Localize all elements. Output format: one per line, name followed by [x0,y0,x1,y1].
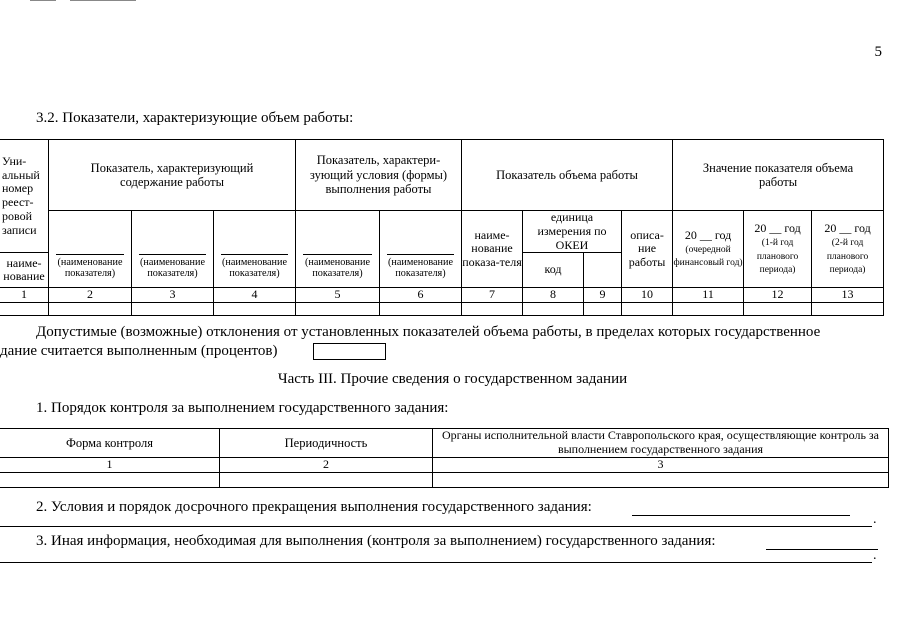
table-row [0,472,889,487]
indicator-name-cell: (наименование показателя) [132,211,214,288]
indicator-name-cell: (наименование показателя) [214,211,296,288]
column-number: 13 [812,288,884,303]
part3-title: Часть III. Прочие сведения о государственном задании [277,371,628,387]
column-number: 4 [214,288,296,303]
column-number: 9 [584,288,622,303]
empty-cell[interactable] [462,303,523,316]
year1-header: 20 __ год (очередной финансовый год) [673,211,744,288]
deviation-text: Допустимые (возможные) отклонения от установленных показателей объема работы, в пределах которых государственное [36,324,821,340]
column-number: 12 [744,288,812,303]
indicator-name-cell: (наименование показателя) [296,211,380,288]
table-row [0,303,884,316]
control-table [0,428,889,488]
section-title: 3.2. Показатели, характеризующие объем работы: [36,110,354,126]
empty-cell[interactable] [132,303,214,316]
page-number: 5 [874,44,882,60]
control-organs-header: Органы исполнительной власти Ставропольского края, осуществляющие контроль за выполнением государственного задания [433,429,889,458]
empty-cell[interactable] [380,303,462,316]
empty-cell[interactable] [673,303,744,316]
fill-line[interactable] [766,549,878,550]
column-number: 2 [49,288,132,303]
fill-line[interactable] [0,526,872,527]
unique-number-header: Уни- альный номер реест- ровой записи [0,140,49,253]
year3-header: 20 __ год (2-й год планового периода) [812,211,884,288]
empty-cell[interactable] [296,303,380,316]
unit-name-header: наиме-нование [0,253,49,288]
empty-cell[interactable] [622,303,673,316]
empty-cell[interactable] [214,303,296,316]
column-number: 11 [673,288,744,303]
empty-cell[interactable] [220,472,433,487]
scan-mark [30,0,56,1]
volume-indicator-header: Показатель объема работы [462,140,673,211]
percent-input-box[interactable] [313,343,386,360]
column-number: 1 [0,288,49,303]
volume-name-header: наиме-нование показа-теля [462,211,523,288]
column-number: 5 [296,288,380,303]
empty-cell[interactable] [0,472,220,487]
scan-mark [70,0,136,1]
empty-cell[interactable] [584,303,622,316]
empty-cell[interactable] [49,303,132,316]
column-number: 6 [380,288,462,303]
control-form-header: Форма контроля [0,429,220,458]
empty-cell[interactable] [0,303,49,316]
empty-cell[interactable] [523,303,584,316]
unit-header: единица измерения по ОКЕИ [523,211,622,253]
empty-cell[interactable] [744,303,812,316]
periodicity-header: Периодичность [220,429,433,458]
column-number: 3 [433,458,889,473]
indicator-name-cell: (наименование показателя) [49,211,132,288]
deviation-text-continued: дание считается выполненным (процентов) [0,343,278,359]
unit-code-header: код [523,253,584,288]
value-indicator-header: Значение показателя объема работы [673,140,884,211]
conditions-indicator-header: Показатель, характери-зующий условия (формы) выполнения работы [296,140,462,211]
empty-cell[interactable] [812,303,884,316]
control-order-title: 1. Порядок контроля за выполнением государственного задания: [36,400,449,416]
indicator-name-cell: (наименование показателя) [380,211,462,288]
year2-header: 20 __ год (1-й год планового периода) [744,211,812,288]
line-end-dot: . [873,512,877,527]
fill-line[interactable] [632,515,850,516]
description-header: описа-ние работы [622,211,673,288]
fill-line[interactable] [0,562,872,563]
column-number: 1 [0,458,220,473]
content-indicator-header: Показатель, характеризующий содержание работы [49,140,296,211]
empty-cell[interactable] [433,472,889,487]
column-number: 8 [523,288,584,303]
column-number: 7 [462,288,523,303]
line-end-dot: . [873,548,877,563]
column-number: 2 [220,458,433,473]
other-info-text: 3. Иная информация, необходимая для выполнения (контроля за выполнением) государственного задания: [36,533,716,549]
work-volume-table [0,139,884,316]
early-termination-text: 2. Условия и порядок досрочного прекращения выполнения государственного задания: [36,499,592,515]
column-number: 10 [622,288,673,303]
column-number: 3 [132,288,214,303]
